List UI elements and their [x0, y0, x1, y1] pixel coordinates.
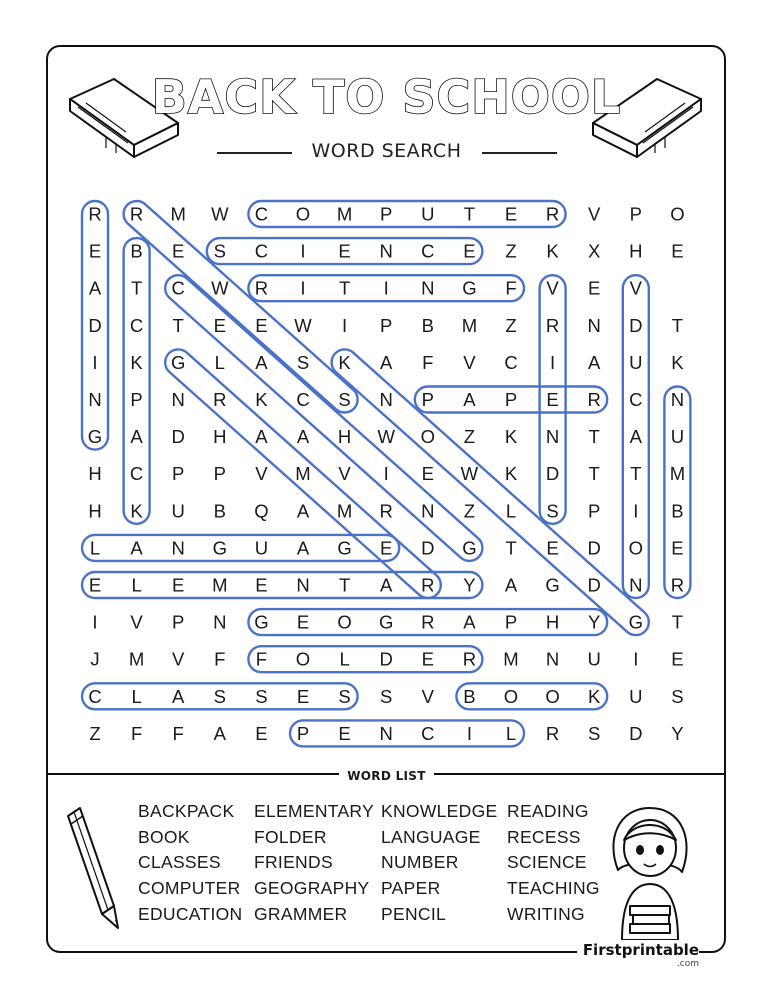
grid-letter: F [255, 648, 268, 670]
grid-letter: I [383, 463, 389, 485]
grid-letter: P [172, 611, 185, 633]
grid-letter: Z [89, 722, 101, 744]
found-word-highlight [290, 720, 524, 746]
grid-letter: E [671, 648, 684, 670]
grid-letter: A [296, 537, 310, 559]
grid-letter: U [587, 648, 601, 670]
word-list-item: FOLDER [254, 826, 327, 847]
word-list-column [381, 799, 507, 928]
grid-letter: M [212, 574, 228, 596]
grid-letter: U [254, 537, 269, 559]
grid-letter: K [504, 426, 518, 448]
grid-letter: V [338, 463, 351, 485]
grid-letter: C [254, 240, 269, 262]
grid-letter: P [380, 314, 393, 336]
grid-letter: D [379, 648, 393, 670]
grid-letter: C [421, 240, 435, 262]
grid-letter: K [255, 389, 268, 410]
word-list-item: FRIENDS [254, 852, 333, 873]
grid-letter: H [213, 426, 227, 448]
grid-letter: S [213, 685, 226, 707]
grid-letter: C [504, 351, 518, 373]
grid-letter: Z [463, 500, 476, 522]
grid-letter: M [128, 648, 145, 670]
grid-letter: H [88, 500, 102, 522]
grid-letter: N [379, 389, 393, 410]
grid-letter: W [211, 277, 229, 299]
grid-letter: G [628, 611, 643, 633]
word-list-item: WRITING [507, 903, 585, 924]
grid-letter: T [338, 574, 351, 596]
grid-letter: V [172, 648, 185, 670]
grid-letter: H [88, 463, 102, 485]
grid-letter: R [545, 203, 560, 225]
word-list-column [138, 799, 254, 928]
grid-letter: R [88, 203, 102, 225]
word-list-item: BOOK [138, 826, 190, 847]
grid-letter: D [629, 722, 643, 744]
grid-letter: T [588, 463, 600, 485]
grid-letter: I [92, 351, 98, 373]
grid-letter: M [170, 203, 186, 225]
grid-letter: I [300, 277, 306, 299]
grid-letter: G [87, 426, 103, 448]
grid-letter: E [671, 240, 684, 262]
grid-letter: I [92, 611, 98, 633]
grid-letter: C [129, 463, 144, 485]
grid-letter: R [129, 203, 144, 225]
found-word-highlight [160, 270, 488, 566]
found-word-highlight [456, 683, 607, 709]
grid-letter: N [213, 611, 227, 633]
grid-letter: E [255, 574, 268, 596]
word-list-item: READING [507, 801, 589, 821]
grid-letter: I [633, 648, 639, 670]
grid-letter: V [588, 203, 601, 225]
grid-letter: S [546, 500, 559, 522]
grid-letter: R [670, 574, 685, 596]
grid-letter: W [460, 463, 479, 485]
grid-letter: M [461, 314, 478, 336]
grid-letter: C [296, 389, 310, 410]
grid-letter: Z [463, 426, 476, 448]
grid-letter: A [588, 351, 601, 373]
word-list-item: GEOGRAPHY [254, 878, 370, 899]
grid-letter: Y [671, 722, 684, 744]
page-subtitle: WORD SEARCH [292, 140, 482, 162]
grid-letter: A [88, 277, 102, 299]
word-list-item: TEACHING [507, 878, 600, 899]
found-word-highlight [664, 387, 690, 599]
grid-letter: E [588, 277, 601, 299]
grid-letter: G [462, 277, 477, 299]
grid-letter: E [421, 463, 434, 485]
grid-letter: N [88, 389, 102, 410]
grid-letter: E [380, 537, 393, 559]
grid-letter: P [213, 463, 226, 485]
word-list-item: GRAMMER [254, 903, 348, 924]
grid-letter: U [421, 203, 435, 225]
grid-letter: S [380, 685, 393, 707]
grid-letter: P [504, 389, 518, 410]
grid-letter: P [588, 500, 601, 522]
grid-letter: O [295, 648, 311, 670]
grid-letter: L [131, 685, 142, 707]
grid-letter: U [171, 500, 185, 522]
grid-letter: E [172, 240, 185, 262]
grid-letter: C [171, 277, 185, 299]
grid-letter: U [629, 685, 643, 707]
word-list-item: CLASSES [138, 852, 221, 873]
word-list-item: KNOWLEDGE [381, 801, 498, 821]
grid-letter: S [296, 351, 310, 373]
grid-letter: P [421, 389, 434, 410]
grid-letter: U [670, 426, 685, 448]
grid-letter: D [421, 537, 435, 559]
grid-letter: A [130, 537, 143, 559]
grid-letter: C [629, 389, 643, 410]
grid-letter: L [505, 500, 517, 522]
grid-letter: Q [254, 500, 269, 522]
grid-letter: N [171, 389, 185, 410]
grid-letter: E [213, 314, 226, 336]
grid-letter: G [254, 611, 269, 633]
grid-letter: P [380, 203, 393, 225]
grid-letter: D [629, 314, 643, 336]
grid-letter: I [466, 722, 472, 744]
grid-letter: L [505, 722, 517, 744]
word-list-item: LANGUAGE [381, 826, 481, 847]
grid-letter: R [462, 648, 477, 670]
word-list-item: BACKPACK [138, 801, 235, 821]
grid-letter: Y [588, 611, 601, 633]
grid-letter: G [171, 351, 186, 373]
grid-letter: W [211, 203, 229, 225]
grid-letter: E [463, 240, 476, 262]
grid-letter: T [671, 611, 684, 633]
grid-letter: R [587, 389, 601, 410]
grid-letter: R [421, 611, 435, 633]
grid-letter: L [89, 537, 101, 559]
grid-letter: M [295, 463, 311, 485]
grid-letter: K [546, 240, 559, 262]
grid-letter: B [671, 500, 684, 522]
grid-letter: L [339, 648, 350, 670]
grid-letter: A [629, 426, 642, 448]
grid-letter: N [421, 500, 435, 522]
grid-letter: P [296, 722, 310, 744]
grid-letter: V [255, 463, 268, 485]
grid-letter: V [130, 611, 143, 633]
grid-letter: E [88, 574, 102, 596]
word-list-column [254, 799, 381, 928]
grid-letter: K [130, 351, 143, 373]
grid-letter: E [255, 314, 268, 336]
grid-letter: M [503, 648, 519, 670]
word-list-item: PENCIL [381, 903, 447, 924]
grid-letter: F [422, 351, 434, 373]
grid-letter: E [338, 722, 351, 744]
grid-letter: C [88, 685, 102, 707]
grid-letter: G [545, 574, 560, 596]
grid-letter: P [130, 389, 143, 410]
grid-letter: X [588, 240, 601, 262]
girl-with-books-icon [600, 800, 700, 940]
word-list-item: COMPUTER [138, 878, 241, 899]
grid-letter: P [504, 611, 518, 633]
grid-letter: R [254, 277, 269, 299]
grid-letter: D [171, 426, 185, 448]
grid-letter: N [296, 574, 310, 596]
grid-letter: R [545, 314, 560, 336]
grid-letter: K [588, 685, 601, 707]
grid-letter: C [254, 203, 269, 225]
grid-letter: T [130, 277, 143, 299]
word-list-column [507, 799, 607, 928]
grid-letter: S [588, 722, 601, 744]
word-list-item: ELEMENTARY [254, 801, 375, 821]
grid-letter: H [337, 426, 352, 448]
grid-letter: U [629, 351, 643, 373]
grid-letter: V [629, 277, 642, 299]
grid-letter: Z [505, 314, 517, 336]
grid-letter: S [338, 685, 351, 707]
grid-letter: I [342, 314, 348, 336]
found-word-highlight [248, 646, 482, 672]
grid-letter: K [671, 351, 684, 373]
grid-letter: H [545, 611, 560, 633]
grid-letter: N [587, 314, 601, 336]
grid-letter: A [130, 426, 143, 448]
grid-letter: E [671, 537, 684, 559]
grid-letter: A [172, 685, 185, 707]
grid-letter: J [90, 648, 100, 670]
grid-letter: K [130, 500, 143, 522]
grid-letter: T [463, 203, 476, 225]
grid-letter: D [545, 463, 560, 485]
grid-letter: A [296, 426, 310, 448]
word-list-item: RECESS [507, 826, 581, 847]
grid-letter: G [379, 611, 394, 633]
grid-letter: A [255, 351, 268, 373]
grid-letter: N [545, 648, 560, 670]
grid-letter: G [212, 537, 227, 559]
grid-letter: R [379, 500, 393, 522]
grid-letter: A [380, 574, 393, 596]
grid-letter: M [336, 500, 353, 522]
grid-letter: M [669, 463, 686, 485]
page-title: BACK TO SCHOOL [151, 70, 622, 124]
grid-letter: A [255, 426, 268, 448]
grid-letter: M [336, 203, 353, 225]
grid-letter: F [214, 648, 226, 670]
grid-letter: V [421, 685, 434, 707]
grid-letter: R [213, 389, 227, 410]
grid-letter: C [129, 314, 144, 336]
grid-letter: E [421, 648, 434, 670]
grid-letter: V [463, 351, 476, 373]
grid-letter: E [255, 722, 268, 744]
grid-letter: V [546, 277, 559, 299]
grid-letter: A [380, 351, 393, 373]
grid-letter: B [421, 314, 434, 336]
word-list-item: NUMBER [381, 852, 459, 873]
grid-letter: R [545, 722, 560, 744]
grid-letter: O [628, 537, 643, 559]
grid-letter: F [172, 722, 184, 744]
grid-letter: D [88, 314, 102, 336]
word-list-item: PAPER [381, 878, 441, 899]
grid-letter: Z [505, 240, 517, 262]
pencil-icon [62, 802, 122, 932]
grid-letter: K [504, 463, 518, 485]
grid-letter: S [671, 685, 684, 707]
grid-letter: Y [463, 574, 476, 596]
grid-letter: P [172, 463, 185, 485]
grid-letter: B [213, 500, 226, 522]
grid-letter: N [379, 722, 393, 744]
word-list-item: EDUCATION [138, 903, 243, 924]
grid-letter: W [377, 426, 395, 448]
grid-letter: T [338, 277, 351, 299]
grid-letter: A [504, 574, 518, 596]
grid-letter: E [88, 240, 102, 262]
grid-letter: N [171, 537, 185, 559]
grid-letter: I [383, 277, 389, 299]
word-list [138, 799, 607, 928]
grid-letter: T [172, 314, 184, 336]
grid-letter: E [546, 537, 559, 559]
grid-letter: N [545, 426, 560, 448]
grid-letter: G [337, 537, 352, 559]
grid-letter: E [296, 685, 310, 707]
grid-letter: T [671, 314, 684, 336]
brand-logo: Firstprintable [577, 941, 699, 959]
found-word-highlight [118, 196, 363, 418]
grid-letter: O [295, 203, 311, 225]
grid-letter: D [587, 574, 601, 596]
grid-letter: H [629, 240, 643, 262]
brand-domain: .com [676, 959, 699, 969]
grid-letter: P [629, 203, 642, 225]
grid-letter: T [588, 426, 600, 448]
grid-letter: A [296, 500, 310, 522]
word-list-item: SCIENCE [507, 852, 587, 873]
grid-letter: E [504, 203, 518, 225]
grid-letter: N [629, 574, 643, 596]
grid-letter: R [421, 574, 435, 596]
grid-letter: E [296, 611, 310, 633]
grid-letter: I [550, 351, 556, 373]
grid-letter: F [505, 277, 517, 299]
grid-letter: A [463, 389, 476, 410]
grid-letter: B [463, 685, 476, 707]
grid-letter: O [337, 611, 352, 633]
grid-letter: N [670, 389, 685, 410]
grid-letter: E [338, 240, 351, 262]
grid-letter: A [463, 611, 476, 633]
grid-letter: N [421, 277, 435, 299]
grid-letter: W [294, 314, 312, 336]
grid-letter: S [213, 240, 226, 262]
grid-letter: E [172, 574, 185, 596]
grid-letter: S [255, 685, 268, 707]
grid-letter: K [338, 351, 351, 373]
grid-letter: B [130, 240, 143, 262]
grid-letter: L [131, 574, 142, 596]
grid-letter: O [545, 685, 560, 707]
grid-letter: O [503, 685, 519, 707]
grid-letter: T [630, 463, 642, 485]
word-list-title: WORD LIST [339, 769, 433, 783]
grid-letter: I [633, 500, 639, 522]
grid-letter: O [420, 426, 435, 448]
grid-letter: C [421, 722, 435, 744]
grid-letter: S [338, 389, 351, 410]
grid-letter: A [213, 722, 226, 744]
grid-letter: T [505, 537, 517, 559]
grid-letter: D [587, 537, 601, 559]
found-word-highlight [326, 344, 654, 640]
grid-letter: O [670, 203, 685, 225]
grid-letter: F [130, 722, 143, 744]
grid-letter: G [462, 537, 477, 559]
grid-letter: L [214, 351, 225, 373]
grid-letter: I [300, 240, 306, 262]
grid-letter: N [379, 240, 393, 262]
grid-letter: E [546, 389, 559, 410]
